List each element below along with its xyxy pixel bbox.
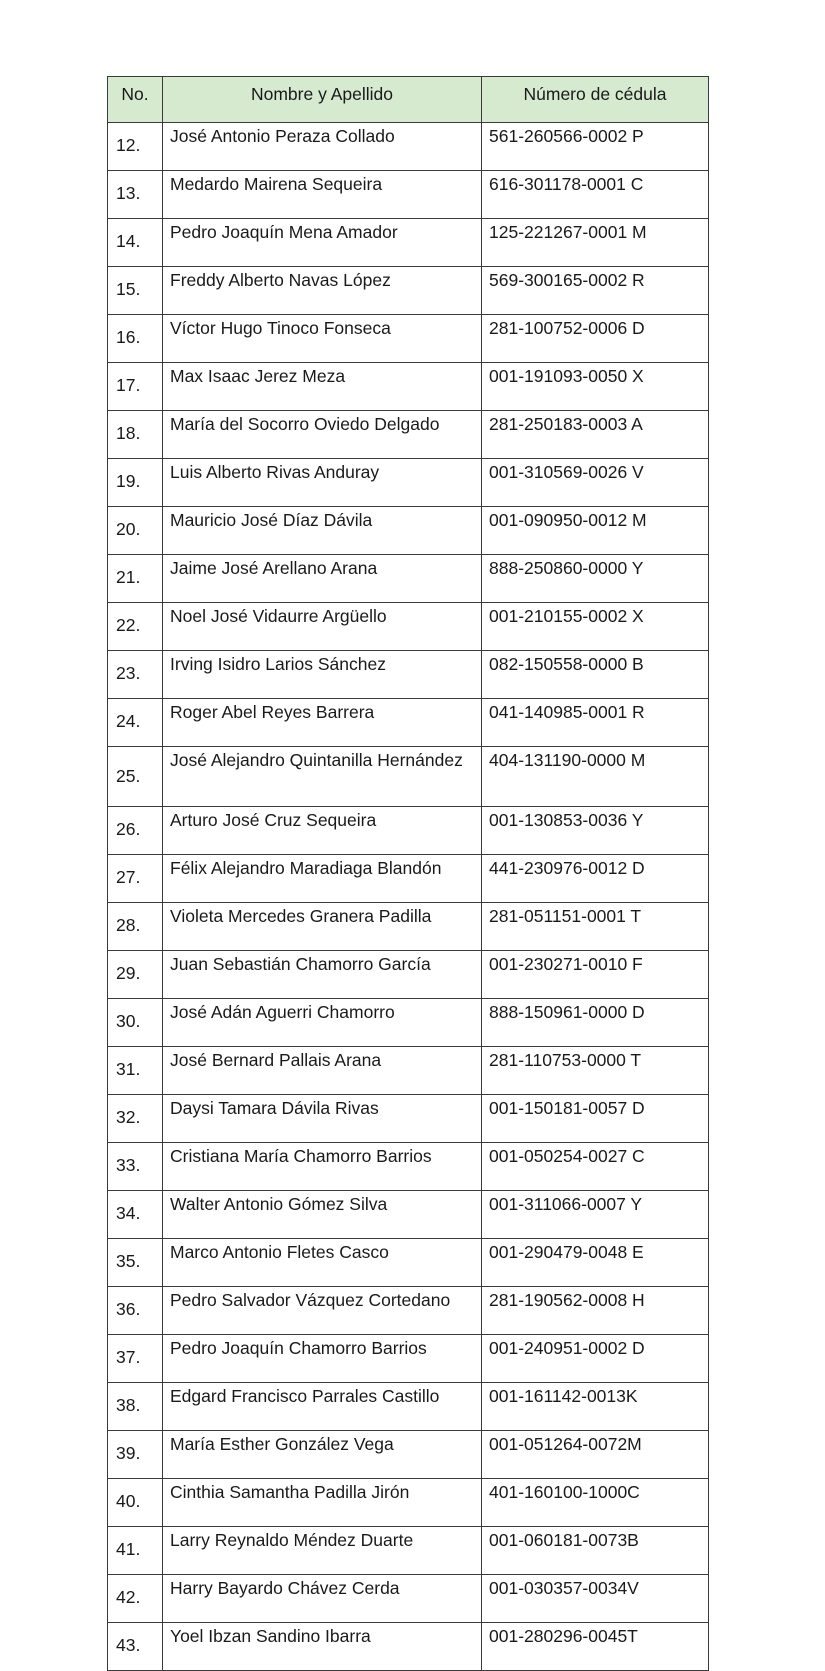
row-name: Cinthia Samantha Padilla Jirón bbox=[163, 1479, 482, 1527]
row-id-number: 001-311066-0007 Y bbox=[482, 1191, 709, 1239]
row-name: Pedro Joaquín Chamorro Barrios bbox=[163, 1335, 482, 1383]
table-row bbox=[108, 747, 709, 807]
row-number: 13. bbox=[108, 171, 163, 219]
header-name: Nombre y Apellido bbox=[163, 77, 482, 123]
row-number: 23. bbox=[108, 651, 163, 699]
row-name: Roger Abel Reyes Barrera bbox=[163, 699, 482, 747]
row-number: 34. bbox=[108, 1191, 163, 1239]
table-row bbox=[108, 315, 709, 363]
row-number: 24. bbox=[108, 699, 163, 747]
row-id-number: 001-130853-0036 Y bbox=[482, 807, 709, 855]
row-name: Jaime José Arellano Arana bbox=[163, 555, 482, 603]
row-number: 31. bbox=[108, 1047, 163, 1095]
table-row bbox=[108, 1479, 709, 1527]
row-name: Víctor Hugo Tinoco Fonseca bbox=[163, 315, 482, 363]
table-row bbox=[108, 171, 709, 219]
row-name: Arturo José Cruz Sequeira bbox=[163, 807, 482, 855]
row-number: 14. bbox=[108, 219, 163, 267]
row-id-number: 001-290479-0048 E bbox=[482, 1239, 709, 1287]
row-id-number: 001-210155-0002 X bbox=[482, 603, 709, 651]
table-row bbox=[108, 1095, 709, 1143]
row-number: 29. bbox=[108, 951, 163, 999]
row-number: 32. bbox=[108, 1095, 163, 1143]
row-id-number: 001-280296-0045T bbox=[482, 1623, 709, 1671]
row-id-number: 281-250183-0003 A bbox=[482, 411, 709, 459]
row-id-number: 281-100752-0006 D bbox=[482, 315, 709, 363]
row-number: 40. bbox=[108, 1479, 163, 1527]
row-name: Pedro Joaquín Mena Amador bbox=[163, 219, 482, 267]
table-row bbox=[108, 1191, 709, 1239]
row-name: Medardo Mairena Sequeira bbox=[163, 171, 482, 219]
row-name: Max Isaac Jerez Meza bbox=[163, 363, 482, 411]
row-name: María Esther González Vega bbox=[163, 1431, 482, 1479]
row-name: Daysi Tamara Dávila Rivas bbox=[163, 1095, 482, 1143]
table-row bbox=[108, 411, 709, 459]
row-id-number: 001-050254-0027 C bbox=[482, 1143, 709, 1191]
table-row bbox=[108, 459, 709, 507]
row-number: 33. bbox=[108, 1143, 163, 1191]
row-name: Yoel Ibzan Sandino Ibarra bbox=[163, 1623, 482, 1671]
row-name: Juan Sebastián Chamorro García bbox=[163, 951, 482, 999]
row-name: Marco Antonio Fletes Casco bbox=[163, 1239, 482, 1287]
row-id-number: 616-301178-0001 C bbox=[482, 171, 709, 219]
table-row bbox=[108, 1143, 709, 1191]
row-number: 35. bbox=[108, 1239, 163, 1287]
row-id-number: 001-060181-0073B bbox=[482, 1527, 709, 1575]
row-number: 26. bbox=[108, 807, 163, 855]
row-id-number: 888-150961-0000 D bbox=[482, 999, 709, 1047]
row-name: Félix Alejandro Maradiaga Blandón bbox=[163, 855, 482, 903]
table-row bbox=[108, 555, 709, 603]
row-name: José Adán Aguerri Chamorro bbox=[163, 999, 482, 1047]
row-id-number: 001-310569-0026 V bbox=[482, 459, 709, 507]
table-row bbox=[108, 1575, 709, 1623]
row-name: José Antonio Peraza Collado bbox=[163, 123, 482, 171]
row-id-number: 125-221267-0001 M bbox=[482, 219, 709, 267]
table-row bbox=[108, 507, 709, 555]
table-row bbox=[108, 603, 709, 651]
row-number: 17. bbox=[108, 363, 163, 411]
table-row bbox=[108, 651, 709, 699]
row-number: 22. bbox=[108, 603, 163, 651]
row-name: Noel José Vidaurre Argüello bbox=[163, 603, 482, 651]
row-name: Walter Antonio Gómez Silva bbox=[163, 1191, 482, 1239]
table-row bbox=[108, 699, 709, 747]
table-row bbox=[108, 363, 709, 411]
header-id-number: Número de cédula bbox=[482, 77, 709, 123]
row-name: Edgard Francisco Parrales Castillo bbox=[163, 1383, 482, 1431]
table-header-row bbox=[108, 77, 709, 123]
row-id-number: 404-131190-0000 M bbox=[482, 747, 709, 807]
row-name: María del Socorro Oviedo Delgado bbox=[163, 411, 482, 459]
table-row bbox=[108, 1047, 709, 1095]
row-id-number: 001-230271-0010 F bbox=[482, 951, 709, 999]
table-row bbox=[108, 1383, 709, 1431]
row-id-number: 001-150181-0057 D bbox=[482, 1095, 709, 1143]
row-name: Mauricio José Díaz Dávila bbox=[163, 507, 482, 555]
table-row bbox=[108, 219, 709, 267]
row-number: 19. bbox=[108, 459, 163, 507]
table-row bbox=[108, 951, 709, 999]
row-number: 41. bbox=[108, 1527, 163, 1575]
row-number: 43. bbox=[108, 1623, 163, 1671]
table-row bbox=[108, 267, 709, 315]
row-name: José Alejandro Quintanilla Hernández bbox=[163, 747, 482, 807]
row-id-number: 001-090950-0012 M bbox=[482, 507, 709, 555]
header-number: No. bbox=[108, 77, 163, 123]
row-id-number: 401-160100-1000C bbox=[482, 1479, 709, 1527]
table-body bbox=[108, 123, 709, 1671]
row-id-number: 001-240951-0002 D bbox=[482, 1335, 709, 1383]
row-name: Violeta Mercedes Granera Padilla bbox=[163, 903, 482, 951]
row-id-number: 281-110753-0000 T bbox=[482, 1047, 709, 1095]
row-name: Harry Bayardo Chávez Cerda bbox=[163, 1575, 482, 1623]
row-number: 36. bbox=[108, 1287, 163, 1335]
row-id-number: 041-140985-0001 R bbox=[482, 699, 709, 747]
table-row bbox=[108, 999, 709, 1047]
row-id-number: 281-190562-0008 H bbox=[482, 1287, 709, 1335]
row-number: 42. bbox=[108, 1575, 163, 1623]
table-row bbox=[108, 855, 709, 903]
row-number: 18. bbox=[108, 411, 163, 459]
row-number: 25. bbox=[108, 747, 163, 807]
row-name: Larry Reynaldo Méndez Duarte bbox=[163, 1527, 482, 1575]
row-id-number: 001-191093-0050 X bbox=[482, 363, 709, 411]
table-row bbox=[108, 807, 709, 855]
row-name: Irving Isidro Larios Sánchez bbox=[163, 651, 482, 699]
row-id-number: 441-230976-0012 D bbox=[482, 855, 709, 903]
row-number: 20. bbox=[108, 507, 163, 555]
row-number: 27. bbox=[108, 855, 163, 903]
row-id-number: 888-250860-0000 Y bbox=[482, 555, 709, 603]
row-number: 15. bbox=[108, 267, 163, 315]
row-id-number: 001-030357-0034V bbox=[482, 1575, 709, 1623]
row-number: 30. bbox=[108, 999, 163, 1047]
row-number: 37. bbox=[108, 1335, 163, 1383]
row-number: 12. bbox=[108, 123, 163, 171]
table-row bbox=[108, 1239, 709, 1287]
row-name: José Bernard Pallais Arana bbox=[163, 1047, 482, 1095]
row-id-number: 281-051151-0001 T bbox=[482, 903, 709, 951]
row-number: 38. bbox=[108, 1383, 163, 1431]
table-row bbox=[108, 1287, 709, 1335]
row-name: Freddy Alberto Navas López bbox=[163, 267, 482, 315]
row-number: 21. bbox=[108, 555, 163, 603]
row-name: Cristiana María Chamorro Barrios bbox=[163, 1143, 482, 1191]
row-id-number: 561-260566-0002 P bbox=[482, 123, 709, 171]
table-row bbox=[108, 123, 709, 171]
table-row bbox=[108, 903, 709, 951]
table-row bbox=[108, 1623, 709, 1671]
row-id-number: 001-161142-0013K bbox=[482, 1383, 709, 1431]
row-id-number: 569-300165-0002 R bbox=[482, 267, 709, 315]
row-number: 16. bbox=[108, 315, 163, 363]
row-name: Luis Alberto Rivas Anduray bbox=[163, 459, 482, 507]
table-row bbox=[108, 1431, 709, 1479]
row-id-number: 082-150558-0000 B bbox=[482, 651, 709, 699]
row-number: 28. bbox=[108, 903, 163, 951]
detainees-table bbox=[107, 76, 709, 1671]
row-name: Pedro Salvador Vázquez Cortedano bbox=[163, 1287, 482, 1335]
row-id-number: 001-051264-0072M bbox=[482, 1431, 709, 1479]
table-row bbox=[108, 1527, 709, 1575]
row-number: 39. bbox=[108, 1431, 163, 1479]
